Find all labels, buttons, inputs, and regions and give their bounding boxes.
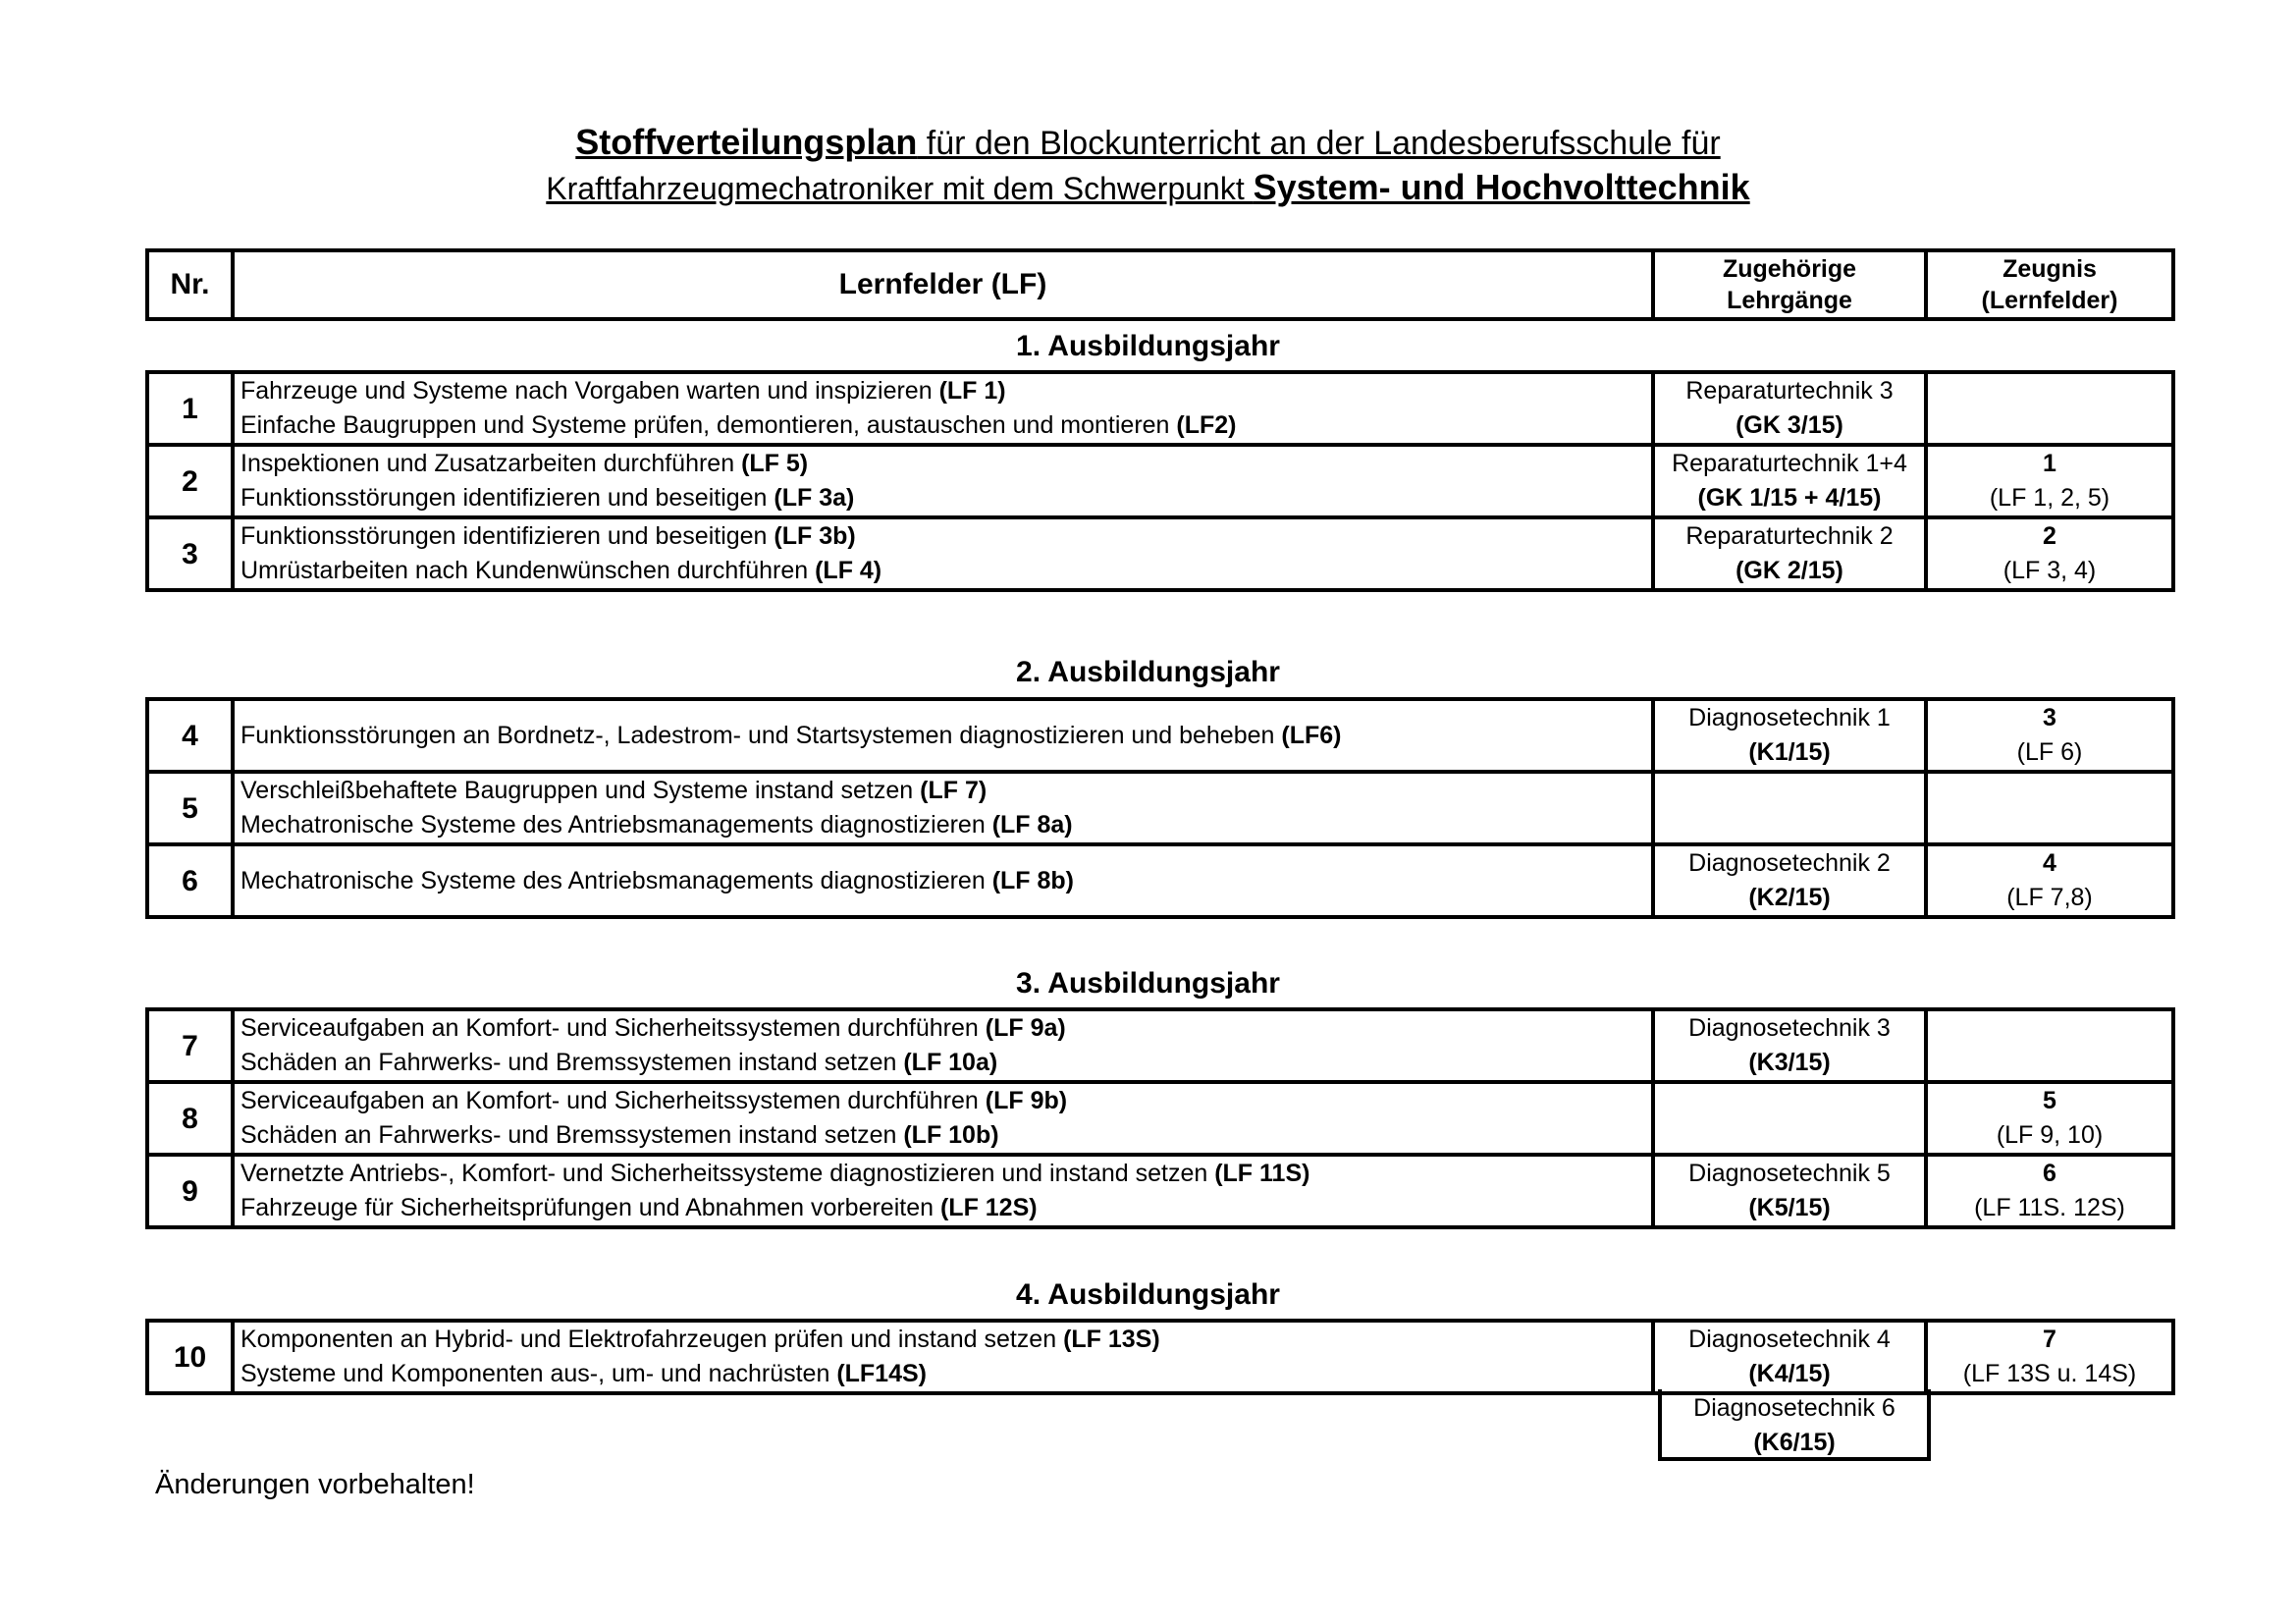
zeugnis-lernfelder: (LF 3, 4) [2002, 557, 2097, 584]
row-number: 3 [147, 517, 233, 590]
lehrgang-name: Diagnosetechnik 5 [1688, 1160, 1891, 1187]
lernfeld-text: Umrüstarbeiten nach Kundenwünschen durchführen [240, 557, 816, 584]
lernfelder-cell [233, 517, 1653, 590]
lernfeld-text: Mechatronische Systeme des Antriebsmanagements diagnostizieren [240, 866, 992, 894]
table-row [147, 1321, 2173, 1393]
table-row [147, 1155, 2173, 1227]
lehrgang-cell [1653, 772, 1926, 844]
lernfeld-text: Verschleißbehaftete Baugruppen und Systeme instand setzen [240, 777, 921, 804]
row-number: 10 [147, 1321, 233, 1393]
extra-lehrgang-code: (K6/15) [1753, 1429, 1836, 1456]
year-table-4 [145, 1319, 2175, 1395]
table-row [147, 844, 2173, 917]
header-lernfelder: Lernfelder (LF) [233, 250, 1653, 319]
lernfeld-code: (LF 10a) [903, 1049, 998, 1076]
lehrgang-name: Diagnosetechnik 4 [1688, 1326, 1891, 1353]
table-row [147, 772, 2173, 844]
header-nr: Nr. [147, 250, 233, 319]
lernfeld-code: (LF 12S) [939, 1194, 1038, 1221]
extra-lehrgang-name: Diagnosetechnik 6 [1693, 1394, 1896, 1422]
lehrgang-code: (GK 1/15 + 4/15) [1697, 484, 1882, 512]
lernfelder-cell [233, 699, 1653, 772]
row-number: 8 [147, 1082, 233, 1155]
zeugnis-number: 6 [2043, 1160, 2056, 1187]
lehrgang-cell [1653, 445, 1926, 517]
lehrgang-cell [1653, 1155, 1926, 1227]
lernfeld-code: (LF 8a) [991, 811, 1073, 839]
lernfelder-cell [233, 1082, 1653, 1155]
lehrgang-name: Diagnosetechnik 2 [1688, 849, 1891, 877]
row-number: 5 [147, 772, 233, 844]
zeugnis-cell [1926, 844, 2173, 917]
lehrgang-code: (K4/15) [1748, 1360, 1831, 1387]
lernfeld-code: (LF 8b) [991, 866, 1075, 894]
lernfeld-text: Fahrzeuge für Sicherheitsprüfungen und Abnahmen vorbereiten [240, 1194, 940, 1221]
year-table-2 [145, 697, 2175, 919]
lernfeld-code: (LF 1) [938, 377, 1006, 405]
zeugnis-lernfelder: (LF 9, 10) [1996, 1121, 2104, 1149]
lernfelder-cell [233, 1155, 1653, 1227]
lernfelder-cell [233, 844, 1653, 917]
zeugnis-cell [1926, 372, 2173, 445]
header-zeugnis-line2: (Lernfelder) [1981, 287, 2118, 314]
lehrgang-code: (K2/15) [1748, 884, 1831, 911]
lehrgang-cell [1653, 844, 1926, 917]
lernfeld-text: Inspektionen und Zusatzarbeiten durchführen [240, 450, 742, 477]
zeugnis-number: 7 [2043, 1326, 2056, 1353]
lernfelder-cell [233, 772, 1653, 844]
table-row [147, 1082, 2173, 1155]
zeugnis-cell [1926, 699, 2173, 772]
lehrgang-code: (K3/15) [1748, 1049, 1831, 1076]
header-row [147, 250, 2173, 319]
lehrgang-code: (K1/15) [1748, 738, 1831, 766]
lehrgang-cell [1653, 1321, 1926, 1393]
zeugnis-cell [1926, 1009, 2173, 1082]
table-row [147, 699, 2173, 772]
lernfelder-cell [233, 1009, 1653, 1082]
row-number: 1 [147, 372, 233, 445]
row-number: 6 [147, 844, 233, 917]
lernfeld-code: (LF 3b) [774, 522, 856, 550]
lernfelder-cell [233, 445, 1653, 517]
zeugnis-lernfelder: (LF 13S u. 14S) [1962, 1360, 2137, 1387]
lehrgang-code: (GK 3/15) [1735, 411, 1843, 439]
lernfeld-text: Funktionsstörungen identifizieren und beseitigen [240, 484, 774, 512]
lehrgang-cell [1653, 699, 1926, 772]
header-lehrgaenge-line2: Lehrgänge [1727, 287, 1852, 314]
year-title-4: 4. Ausbildungsjahr [1016, 1278, 1280, 1311]
year-title-1: 1. Ausbildungsjahr [1016, 330, 1280, 362]
zeugnis-lernfelder: (LF 1, 2, 5) [1989, 484, 2110, 512]
zeugnis-cell [1926, 1082, 2173, 1155]
header-zeugnis-line1: Zeugnis [2002, 255, 2097, 283]
row-number: 7 [147, 1009, 233, 1082]
lernfelder-cell [233, 372, 1653, 445]
lernfeld-code: (LF2) [1176, 411, 1237, 439]
lehrgang-code: (GK 2/15) [1735, 557, 1843, 584]
lehrgang-name: Reparaturtechnik 1+4 [1672, 450, 1907, 477]
lernfeld-code: (LF 9a) [985, 1014, 1066, 1042]
lernfeld-text: Funktionsstörungen an Bordnetz-, Ladestrom- und Startsystemen diagnostizieren und beheben [240, 721, 1282, 749]
lehrgang-name: Reparaturtechnik 3 [1685, 377, 1894, 405]
year-title-3: 3. Ausbildungsjahr [1016, 967, 1280, 1000]
zeugnis-number: 1 [2043, 450, 2056, 477]
zeugnis-number: 5 [2043, 1087, 2056, 1114]
lernfeld-code: (LF 7) [920, 777, 988, 804]
title-bold-part-2: System- und Hochvolttechnik [1253, 167, 1750, 207]
year-table-1 [145, 370, 2175, 592]
lernfeld-code: (LF 9b) [985, 1087, 1068, 1114]
lernfeld-text: Komponenten an Hybrid- und Elektrofahrzeugen prüfen und instand setzen [240, 1326, 1064, 1353]
footer-note: Änderungen vorbehalten! [155, 1469, 475, 1500]
lernfeld-text: Schäden an Fahrwerks- und Bremssystemen instand setzen [240, 1049, 904, 1076]
lernfeld-code: (LF 5) [741, 450, 809, 477]
lernfeld-code: (LF14S) [836, 1360, 927, 1387]
lernfeld-text: Serviceaufgaben an Komfort- und Sicherheitssystemen durchführen [240, 1014, 986, 1042]
lernfeld-text: Systeme und Komponenten aus-, um- und nachrüsten [240, 1360, 837, 1387]
year-table-3 [145, 1007, 2175, 1229]
zeugnis-lernfelder: (LF 11S. 12S) [1974, 1194, 2125, 1221]
page-title-line-2 [0, 167, 2296, 208]
header-lehrgaenge [1653, 250, 1926, 319]
zeugnis-cell [1926, 517, 2173, 590]
zeugnis-cell [1926, 1321, 2173, 1393]
zeugnis-number: 4 [2043, 849, 2056, 877]
lernfeld-code: (LF 11S) [1214, 1160, 1310, 1187]
lehrgang-cell [1653, 517, 1926, 590]
zeugnis-number: 2 [2043, 522, 2056, 550]
table-row [147, 517, 2173, 590]
extra-lehrgang-cell [1658, 1389, 1931, 1461]
table-row [147, 1009, 2173, 1082]
table-row [147, 372, 2173, 445]
page-title-line-1 [0, 122, 2296, 163]
lernfeld-code: (LF 10b) [903, 1121, 999, 1149]
header-zeugnis [1926, 250, 2173, 319]
row-number: 2 [147, 445, 233, 517]
title-bold-part: Stoffverteilungsplan [575, 122, 918, 162]
table-row [147, 445, 2173, 517]
lernfeld-code: (LF 4) [815, 557, 882, 584]
lernfeld-text: Mechatronische Systeme des Antriebsmanagements diagnostizieren [240, 811, 992, 839]
lehrgang-name: Diagnosetechnik 3 [1688, 1014, 1891, 1042]
row-number: 4 [147, 699, 233, 772]
zeugnis-cell [1926, 772, 2173, 844]
lernfeld-code: (LF6) [1281, 721, 1342, 749]
lehrgang-name: Reparaturtechnik 2 [1685, 522, 1894, 550]
zeugnis-number: 3 [2043, 704, 2056, 731]
lehrgang-cell [1653, 372, 1926, 445]
lernfelder-cell [233, 1321, 1653, 1393]
title-rest-part-2: Kraftfahrzeugmechatroniker mit dem Schwerpunkt [546, 171, 1254, 206]
lernfeld-code: (LF 3a) [774, 484, 855, 512]
lehrgang-cell [1653, 1009, 1926, 1082]
zeugnis-cell [1926, 445, 2173, 517]
lernfeld-text: Schäden an Fahrwerks- und Bremssystemen instand setzen [240, 1121, 904, 1149]
lehrgang-code: (K5/15) [1748, 1194, 1831, 1221]
header-table [145, 248, 2175, 321]
lehrgang-cell [1653, 1082, 1926, 1155]
lernfeld-text: Serviceaufgaben an Komfort- und Sicherheitssystemen durchführen [240, 1087, 986, 1114]
zeugnis-lernfelder: (LF 6) [2016, 738, 2083, 766]
lehrgang-name: Diagnosetechnik 1 [1688, 704, 1891, 731]
lernfeld-text: Funktionsstörungen identifizieren und beseitigen [240, 522, 774, 550]
lernfeld-text: Einfache Baugruppen und Systeme prüfen, demontieren, austauschen und montieren [240, 411, 1177, 439]
zeugnis-lernfelder: (LF 7,8) [2006, 884, 2093, 911]
lernfeld-text: Fahrzeuge und Systeme nach Vorgaben warten und inspizieren [240, 377, 939, 405]
row-number: 9 [147, 1155, 233, 1227]
header-lehrgaenge-line1: Zugehörige [1722, 255, 1857, 283]
lernfeld-code: (LF 13S) [1063, 1326, 1160, 1353]
zeugnis-cell [1926, 1155, 2173, 1227]
year-title-2: 2. Ausbildungsjahr [1016, 656, 1280, 688]
title-rest-part: für den Blockunterricht an der Landesberufsschule für [917, 125, 1721, 162]
lernfeld-text: Vernetzte Antriebs-, Komfort- und Sicherheitssysteme diagnostizieren und instand setzen [240, 1160, 1215, 1187]
